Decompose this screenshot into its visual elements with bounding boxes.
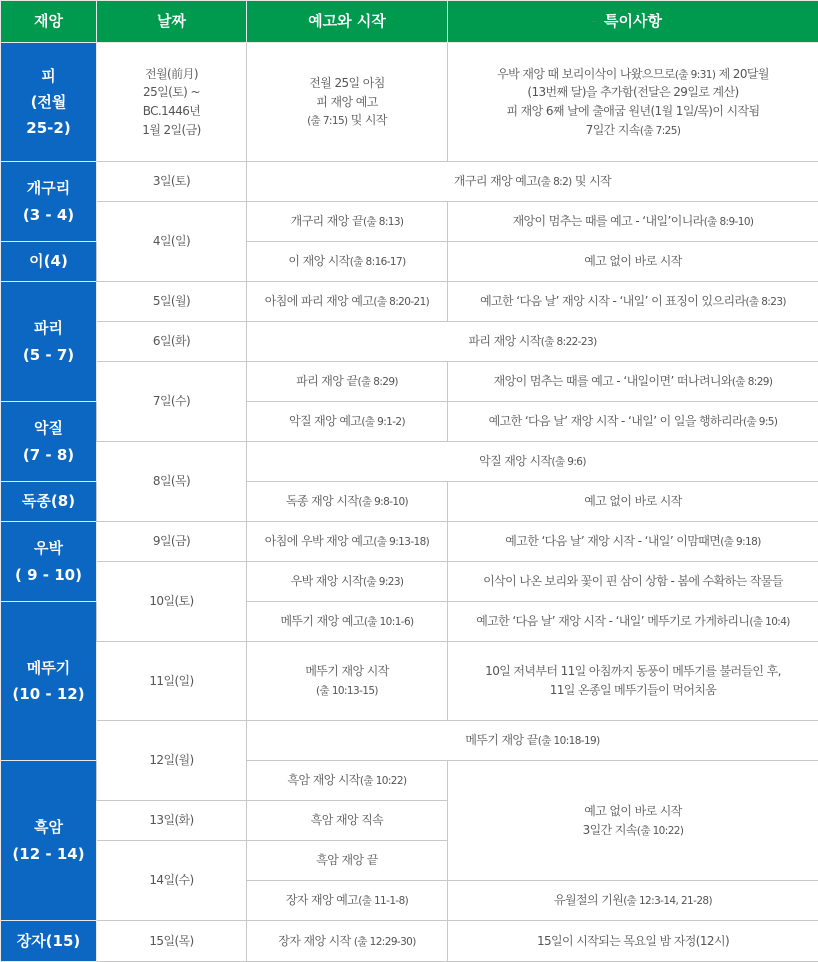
date-cell: 8일(목) — [97, 442, 247, 522]
note-cell: 이삭이 나온 보리와 꽃이 핀 삼이 상함 - 봄에 수확하는 작물들 — [448, 562, 818, 602]
note-cell: 10일 저녁부터 11일 아침까지 동풍이 메뚜기를 불러들인 후, 11일 온종일 메뚜기들이 먹어치움 — [448, 642, 818, 721]
note-cell: 우박 재앙 때 보리이삭이 나왔으므로(출 9:31) 제 20달월 (13번째 달)을 추가함(전달은 29일로 계산) 피 재앙 6째 날에 출애굽 원년(1월 1일/목)이 시작됨 7일간 지속(출 7:25) — [448, 43, 818, 162]
date-cell: 10일(토) — [97, 562, 247, 642]
date-cell: 13일(화) — [97, 801, 247, 841]
date-cell: 9일(금) — [97, 522, 247, 562]
table-row — [1, 442, 818, 482]
event-cell: 장자 재앙 예고(출 11-1-8) — [247, 881, 448, 921]
event-cell: 흑암 재앙 끝 — [247, 841, 448, 881]
note-cell: 재앙이 멈추는 때를 예고 - ‘내일’이니라(출 8:9-10) — [448, 202, 818, 242]
date-cell: 7일(수) — [97, 362, 247, 442]
disaster-hail: 우박 ( 9 - 10) — [1, 522, 97, 602]
date-cell: 전월(前月) 25일(토) ~ BC.1446년 1월 2일(금) — [97, 43, 247, 162]
note-cell: 15일이 시작되는 목요일 밤 자정(12시) — [448, 921, 818, 962]
disaster-frogs: 개구리 (3 - 4) — [1, 162, 97, 242]
event-cell: 파리 재앙 시작(출 8:22-23) — [247, 322, 818, 362]
date-cell: 3일(토) — [97, 162, 247, 202]
event-cell: 개구리 재앙 예고(출 8:2) 및 시작 — [247, 162, 818, 202]
disaster-darkness: 흑암 (12 - 14) — [1, 761, 97, 921]
event-cell: 악질 재앙 시작(출 9:6) — [247, 442, 818, 482]
date-cell: 6일(화) — [97, 322, 247, 362]
table-row — [1, 642, 818, 721]
table-row — [1, 162, 818, 202]
table-row — [1, 43, 818, 162]
date-cell: 11일(일) — [97, 642, 247, 721]
note-cell: 유월절의 기원(출 12:3-14, 21-28) — [448, 881, 818, 921]
disaster-boils: 독종(8) — [1, 482, 97, 522]
note-cell: 재앙이 멈추는 때를 예고 - ‘내일이면’ 떠나려니와(출 8:29) — [448, 362, 818, 402]
header-notice: 예고와 시작 — [247, 1, 448, 43]
date-cell: 12일(월) — [97, 721, 247, 801]
header-row — [1, 1, 818, 43]
disaster-pestilence: 악질 (7 - 8) — [1, 402, 97, 482]
table-row — [1, 562, 818, 602]
event-cell: 메뚜기 재앙 예고(출 10:1-6) — [247, 602, 448, 642]
date-cell: 5일(월) — [97, 282, 247, 322]
note-cell: 예고 없이 바로 시작 3일간 지속(출 10:22) — [448, 761, 818, 881]
header-disaster: 재앙 — [1, 1, 97, 43]
disaster-lice: 이(4) — [1, 242, 97, 282]
header-date: 날짜 — [97, 1, 247, 43]
table-row — [1, 522, 818, 562]
note-cell: 예고한 ‘다음 날’ 재앙 시작 - ‘내일’ 이 표징이 있으리라(출 8:23) — [448, 282, 818, 322]
event-cell: 아침에 우박 재앙 예고(출 9:13-18) — [247, 522, 448, 562]
event-cell: 메뚜기 재앙 끝(출 10:18-19) — [247, 721, 818, 761]
table-row — [1, 921, 818, 962]
header-remarks: 특이사항 — [448, 1, 818, 43]
event-cell: 흑암 재앙 직속 — [247, 801, 448, 841]
table-row — [1, 202, 818, 242]
event-cell: 개구리 재앙 끝(출 8:13) — [247, 202, 448, 242]
event-cell: 우박 재앙 시작(출 9:23) — [247, 562, 448, 602]
event-cell: 장자 재앙 시작 (출 12:29-30) — [247, 921, 448, 962]
event-cell: 파리 재앙 끝(출 8:29) — [247, 362, 448, 402]
event-cell: 아침에 파리 재앙 예고(출 8:20-21) — [247, 282, 448, 322]
note-cell: 예고한 ‘다음 날’ 재앙 시작 - ‘내일’ 이맘때면(출 9:18) — [448, 522, 818, 562]
table-row — [1, 362, 818, 402]
event-cell: 악질 재앙 예고(출 9:1-2) — [247, 402, 448, 442]
table-row — [1, 721, 818, 761]
note-cell: 예고 없이 바로 시작 — [448, 482, 818, 522]
event-cell: 흑암 재앙 시작(출 10:22) — [247, 761, 448, 801]
event-cell: 이 재앙 시작(출 8:16-17) — [247, 242, 448, 282]
note-cell: 예고한 ‘다음 날’ 재앙 시작 - ‘내일’ 이 일을 행하리라(출 9:5) — [448, 402, 818, 442]
event-cell: 메뚜기 재앙 시작 (출 10:13-15) — [247, 642, 448, 721]
date-cell: 15일(목) — [97, 921, 247, 962]
event-cell: 독종 재앙 시작(출 9:8-10) — [247, 482, 448, 522]
disaster-flies: 파리 (5 - 7) — [1, 282, 97, 402]
table-row — [1, 282, 818, 322]
date-cell: 14일(수) — [97, 841, 247, 921]
table-row — [1, 322, 818, 362]
date-cell: 4일(일) — [97, 202, 247, 282]
disaster-locusts: 메뚜기 (10 - 12) — [1, 602, 97, 761]
event-cell: 전월 25일 아침 피 재앙 예고 (출 7:15) 및 시작 — [247, 43, 448, 162]
disaster-firstborn: 장자(15) — [1, 921, 97, 962]
note-cell: 예고 없이 바로 시작 — [448, 242, 818, 282]
note-cell: 예고한 ‘다음 날’ 재앙 시작 - ‘내일’ 메뚜기로 가게하리니(출 10:4) — [448, 602, 818, 642]
disaster-blood: 피 (전월 25-2) — [1, 43, 97, 162]
